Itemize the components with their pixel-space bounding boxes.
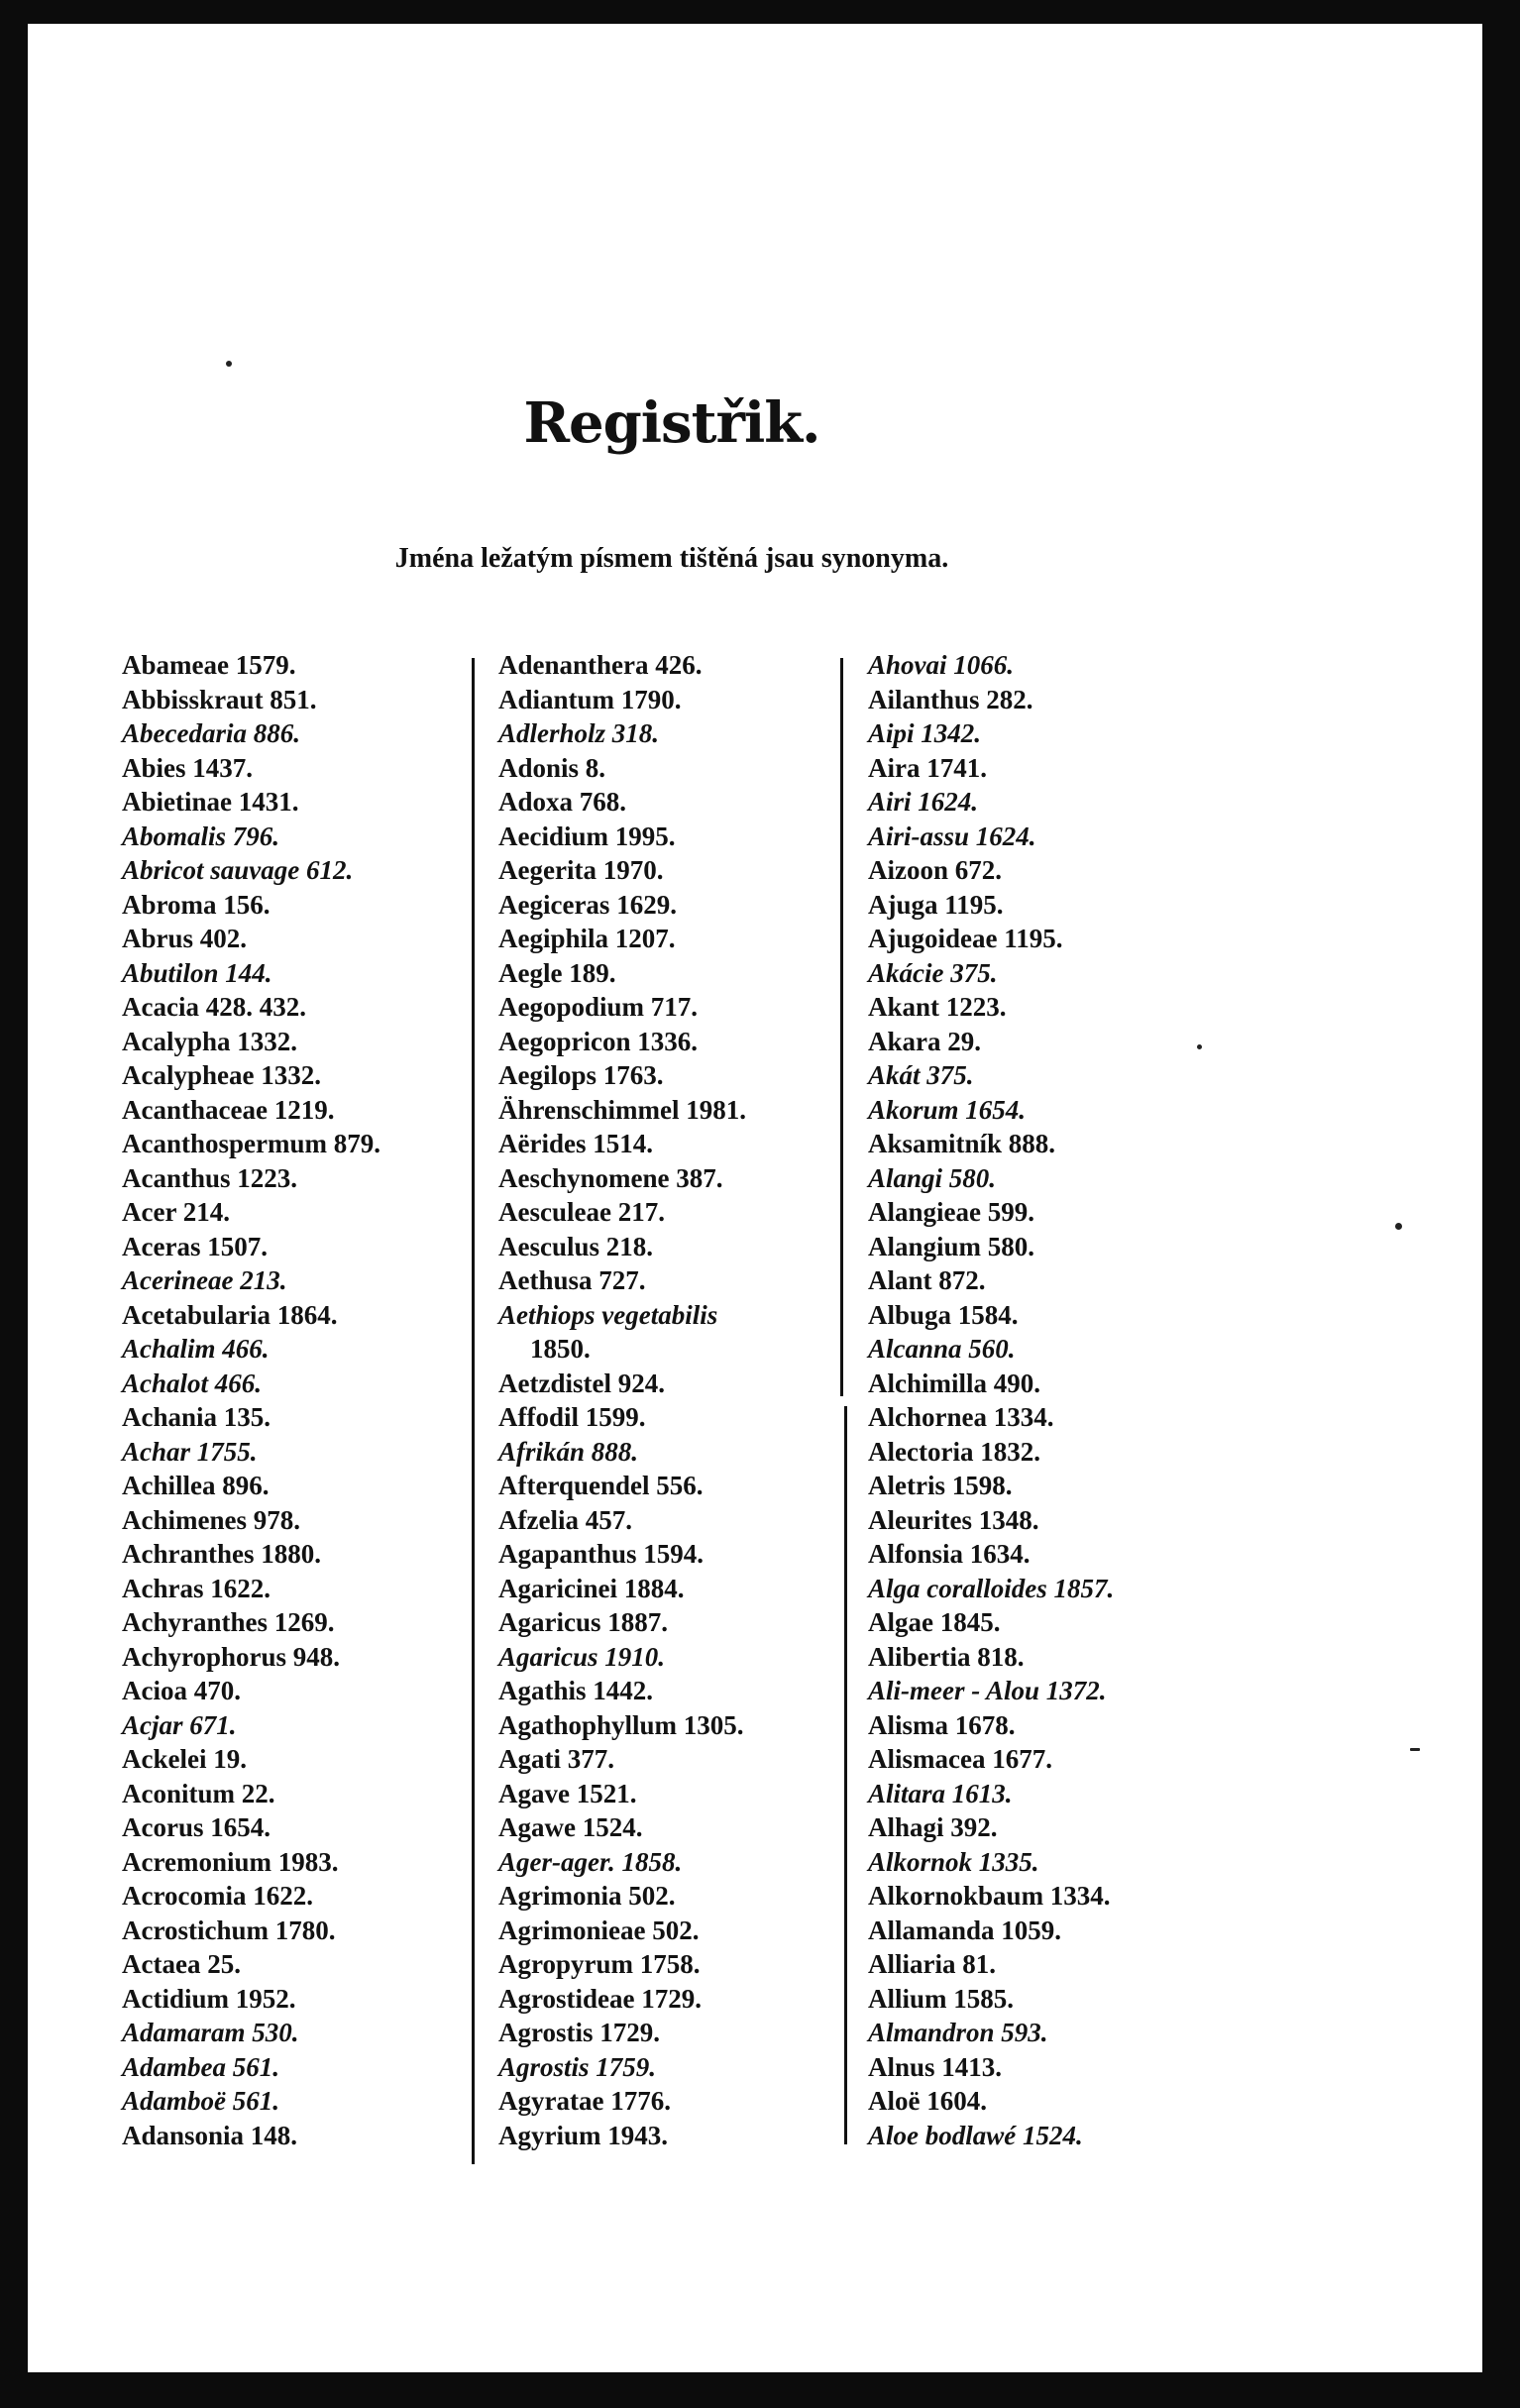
index-entry: Adenanthera 426. [498,650,703,680]
index-entry: Akant 1223. [868,992,1007,1022]
index-entry: Achras 1622. [122,1573,271,1603]
index-entry: Agyrium 1943. [498,2120,668,2150]
index-entry: Abomalis 796. [122,821,280,851]
index-entry: Agapanthus 1594. [498,1539,705,1569]
index-entry: Agrimonia 502. [498,1881,676,1911]
page-subtitle: Jména ležatým písmem tištěná jsau synonyma. [394,543,949,574]
index-entry: Agrostideae 1729. [498,1983,702,2014]
index-entry: Airi 1624. [868,787,979,817]
index-entry: Adambea 561. [122,2051,279,2082]
index-entry: Acanthaceae 1219. [122,1094,335,1125]
index-entry: Adlerholz 318. [498,718,660,748]
index-entry: Agrimonieae 502. [498,1915,700,1945]
index-column-1 [122,648,380,2152]
index-entry: Acorus 1654. [122,1812,271,1842]
index-entry: Acanthospermum 879. [122,1129,380,1158]
index-entry: Abroma 156. [122,889,271,920]
index-entry: Acanthus 1223. [122,1162,298,1193]
index-entry: Aegopricon 1336. [498,1026,698,1056]
index-entry: Aegle 189. [498,957,616,988]
index-entry: Allium 1585. [868,1983,1015,2014]
index-entry: Agaricus 1887. [498,1607,668,1637]
index-column-3 [868,648,1114,2152]
index-entry: Aecidium 1995. [498,821,676,851]
index-entry: Alisma 1678. [868,1709,1016,1740]
index-entry: Actaea 25. [122,1949,241,1979]
column-divider [472,658,475,2164]
column-divider [840,658,843,1396]
page-title: Registřik. [523,390,820,456]
print-speck [1410,1748,1420,1751]
index-entry: Afterquendel 556. [498,1471,704,1500]
index-entry: Alkornokbaum 1334. [868,1881,1111,1911]
index-entry: Acer 214. [122,1197,230,1227]
index-entry: Ahovai 1066. [868,650,1015,680]
index-entry: Alangium 580. [868,1231,1035,1261]
index-entry: Achalim 466. [122,1334,270,1364]
index-entry: Aizoon 672. [868,855,1002,885]
index-entry: Agati 377. [498,1744,614,1774]
index-entry: Akát 375. [868,1060,974,1090]
index-entry: Aesculeae 217. [498,1197,665,1227]
index-entry: Aeschynomene 387. [498,1162,723,1193]
index-entry: Agyratae 1776. [498,2086,671,2116]
print-speck [1395,1223,1402,1230]
index-entry: Aegiphila 1207. [498,924,676,953]
index-entry: Alismacea 1677. [868,1744,1052,1774]
index-entry: Agrostis 1759. [498,2051,657,2082]
index-entry: Ackelei 19. [122,1744,247,1774]
index-entry: Alectoria 1832. [868,1436,1040,1467]
index-entry: Alhagi 392. [868,1812,998,1842]
index-entry: Afzelia 457. [498,1504,632,1535]
index-entry: 1850. [530,1334,591,1364]
index-entry: Aetzdistel 924. [498,1368,665,1398]
index-entry: Aletris 1598. [868,1471,1013,1500]
index-entry: Agawe 1524. [498,1812,643,1842]
index-entry: Alga coralloides 1857. [868,1573,1115,1603]
index-entry: Allamanda 1059. [868,1915,1062,1945]
index-entry: Actidium 1952. [122,1983,296,2014]
index-entry: Achar 1755. [122,1436,258,1467]
index-entry: Acrostichum 1780. [122,1915,336,1945]
index-entry: Aegerita 1970. [498,855,664,885]
index-entry: Acrocomia 1622. [122,1881,313,1911]
index-entry: Acalypha 1332. [122,1026,298,1056]
index-entry: Alfonsia 1634. [868,1539,1031,1569]
index-entry: Adamboë 561. [122,2086,279,2116]
index-entry: Alliaria 81. [868,1949,996,1979]
index-entry: Adiantum 1790. [498,684,682,714]
index-entry: Achyrophorus 948. [122,1641,341,1672]
index-entry: Agave 1521. [498,1778,637,1808]
index-entry: Abies 1437. [122,752,254,783]
index-entry: Alangi 580. [868,1162,997,1193]
index-entry: Aegiceras 1629. [498,889,677,920]
index-entry: Agaricus 1910. [498,1641,666,1672]
index-entry: Algae 1845. [868,1607,1001,1637]
index-entry: Alitara 1613. [868,1778,1013,1808]
index-entry: Alibertia 818. [868,1641,1025,1672]
index-entry: Aloë 1604. [868,2086,987,2116]
index-entry: Abecedaria 886. [122,718,300,748]
index-entry: Abbisskraut 851. [122,684,317,714]
index-entry: Airi-assu 1624. [868,821,1036,851]
index-entry: Achalot 466. [122,1368,263,1398]
index-entry: Agropyrum 1758. [498,1949,701,1979]
index-entry: Aloe bodlawé 1524. [868,2120,1083,2150]
index-entry: Abameae 1579. [122,650,296,680]
index-entry: Agaricinei 1884. [498,1573,685,1603]
index-entry: Achillea 896. [122,1471,270,1500]
index-entry: Achranthes 1880. [122,1539,321,1569]
index-entry: Ajuga 1195. [868,889,1004,920]
index-entry: Abricot sauvage 612. [122,855,354,885]
index-entry: Adoxa 768. [498,787,627,817]
index-entry: Alant 872. [868,1265,986,1295]
index-entry: Alchornea 1334. [868,1402,1054,1432]
index-entry: Achyranthes 1269. [122,1607,335,1637]
index-entry: Aethiops vegetabilis [498,1299,718,1330]
index-entry: Abietinae 1431. [122,787,299,817]
index-entry: Aceras 1507. [122,1231,268,1261]
index-entry: Abrus 402. [122,924,248,953]
print-speck [226,361,232,367]
index-entry: Almandron 593. [868,2018,1048,2047]
index-entry: Aërides 1514. [498,1129,653,1158]
index-entry: Ailanthus 282. [868,684,1033,714]
index-entry: Adansonia 148. [122,2120,298,2150]
index-entry: Akorum 1654. [868,1094,1027,1125]
index-entry: Ager-ager. 1858. [498,1846,683,1877]
index-entry: Alkornok 1335. [868,1846,1039,1877]
index-entry: Acioa 470. [122,1676,241,1705]
index-entry: Albuga 1584. [868,1299,1019,1330]
index-entry: Aesculus 218. [498,1231,654,1261]
index-entry: Adamaram 530. [122,2018,299,2047]
index-entry: Acjar 671. [122,1709,237,1740]
index-entry: Agathis 1442. [498,1676,654,1705]
index-entry: Aksamitník 888. [868,1129,1056,1158]
print-speck [1197,1044,1202,1049]
index-entry: Acerineae 213. [122,1265,287,1295]
index-entry: Agrostis 1729. [498,2018,661,2047]
index-entry: Achania 135. [122,1402,271,1432]
index-entry: Akácie 375. [868,957,998,988]
index-entry: Alcanna 560. [868,1334,1016,1364]
index-entry: Aethusa 727. [498,1265,646,1295]
index-entry: Aegopodium 717. [498,992,699,1022]
index-entry: Akara 29. [868,1026,981,1056]
index-entry: Alnus 1413. [868,2051,1003,2082]
index-entry: Abutilon 144. [122,957,272,988]
index-entry: Ajugoideae 1195. [868,924,1063,953]
page [28,24,1482,2372]
index-entry: Achimenes 978. [122,1504,300,1535]
index-entry: Ali-meer - Alou 1372. [868,1676,1107,1705]
index-entry: Aira 1741. [868,752,987,783]
index-entry: Afrikán 888. [498,1436,639,1467]
index-entry: Aipi 1342. [868,718,982,748]
column-divider [844,1406,847,2144]
index-entry: Acalypheae 1332. [122,1060,321,1090]
index-entry: Aconitum 22. [122,1778,275,1808]
index-entry: Aegilops 1763. [498,1060,664,1090]
index-entry: Acremonium 1983. [122,1846,339,1877]
index-entry: Alangieae 599. [868,1197,1034,1227]
index-entry: Affodil 1599. [498,1402,646,1432]
index-entry: Agathophyllum 1305. [498,1709,744,1740]
index-entry: Adonis 8. [498,752,606,783]
index-entry: Aleurites 1348. [868,1504,1039,1535]
index-column-2 [498,648,746,2152]
index-entry: Ährenschimmel 1981. [498,1094,746,1125]
index-entry: Acetabularia 1864. [122,1299,338,1330]
index-entry: Alchimilla 490. [868,1368,1040,1398]
index-entry: Acacia 428. 432. [122,992,306,1022]
